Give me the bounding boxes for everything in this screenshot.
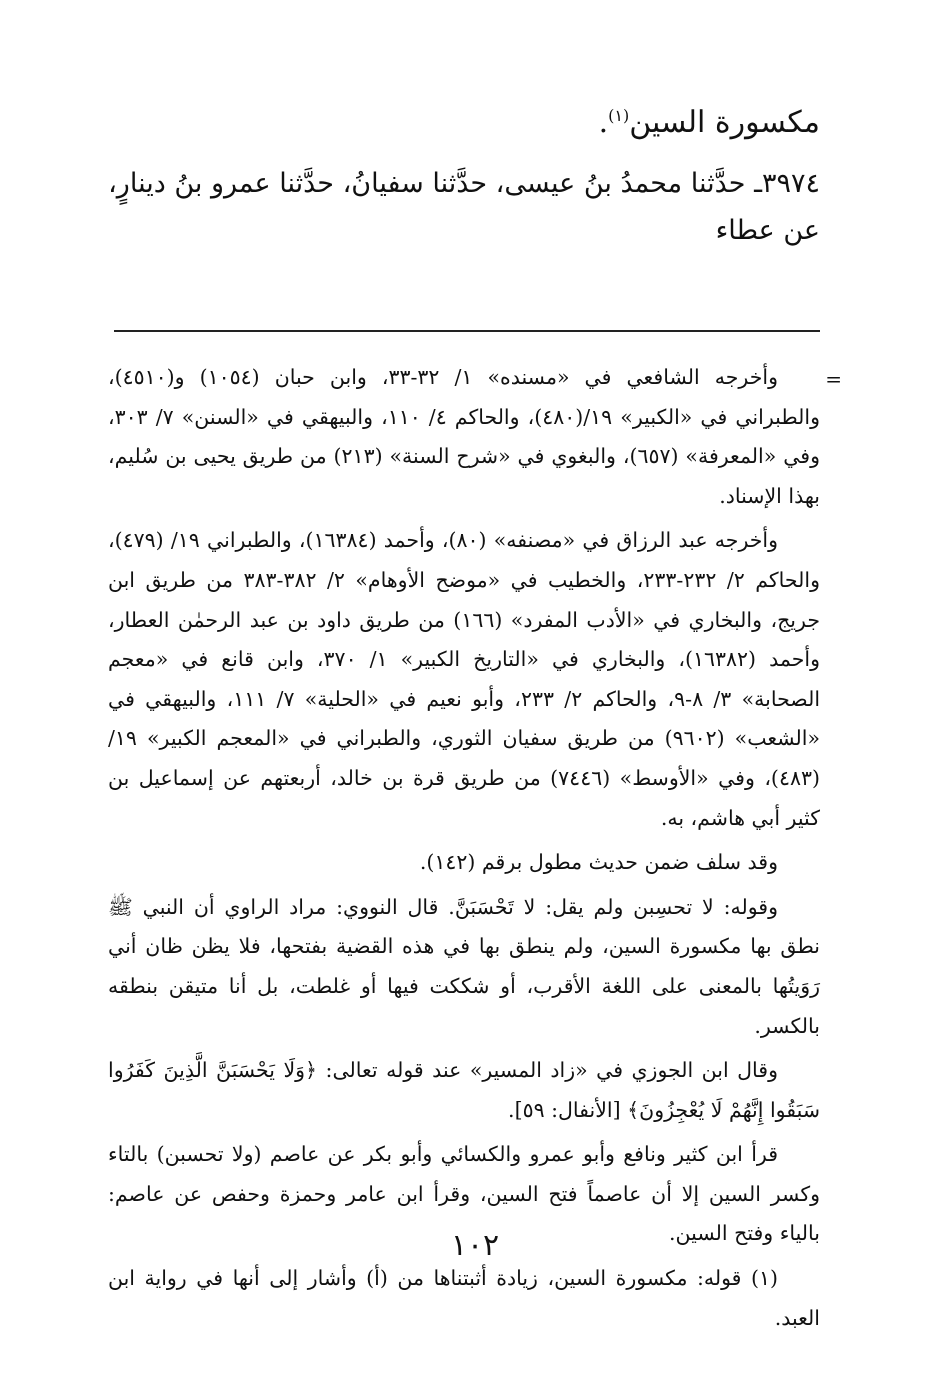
footnotes (108, 358, 842, 1343)
footnote-paragraph: وقال ابن الجوزي في «زاد المسير» عند قوله تعالى: ﴿وَلَا يَحْسَبَنَّ الَّذِينَ كَفَرُوا سَبَقُوا إِنَّهُمْ لَا يُعْجِزُونَ﴾ [الأنفال: ٥٩]. (108, 1058, 820, 1122)
hadith-isnad-end: عن عطاء (715, 215, 820, 246)
main-line-1-text: مكسورة السين (629, 105, 820, 140)
footnote-ref: (١) (608, 106, 630, 125)
footnote-paragraph: قرأ ابن كثير ونافع وأبو عمرو والكسائي وأبو بكر عن عاصم (ولا تحسبن) بالتاء وكسر السين إلا أن عاصماً فتح السين، وقرأ ابن عامر وحمزة وحفص عن عاصم: بالياء وفتح السين. (108, 1142, 820, 1246)
footnote-paragraph: وأخرجه عبد الرزاق في «مصنفه» (٨٠)، وأحمد (١٦٣٨٤)، والطبراني ١٩/ (٤٧٩)، والحاكم ٢/ ٢٣٢-٢٣٣، والخطيب في «موضح الأوهام» ٢/ ٣٨٢-٣٨٣ من طريق ابن جريج، والبخاري في «الأدب المفرد» (١٦٦) من طريق داود بن عبد الرحمٰن العطار، وأحمد (١٦٣٨٢)، والبخاري في «التاريخ الكبير» ١/ ٣٧٠، وابن قانع في «معجم الصحابة» ٣/ ٨-٩، والحاكم ٢/ ٢٣٣، وأبو نعيم في «الحلية» ٧/ ١١١، والبيهقي في «الشعب» (٩٦٠٢) من طريق سفيان الثوري، والطبراني في «المعجم الكبير» ١٩/ (٤٨٣)، وفي «الأوسط» (٧٤٤٦) من طريق قرة بن خالد، أربعتهم عن إسماعيل بن كثير أبي هاشم، به. (108, 528, 821, 830)
footnote-paragraph: وقوله: لا تحسِبن ولم يقل: لا تَحْسَبَنَّ. قال النووي: مراد الراوي أن النبي ﷺ نطق بها مكسورة السين، ولم ينطق بها في هذه القضية بفتحها، فلا يظن ظان أني رَوَيتُها بالمعنى على اللغة الأقرب، أو شككت فيها أو غلطت، بل أنا متيقن بنطقه بالكسر. (108, 894, 820, 1038)
main-text (108, 88, 820, 253)
main-line-1-end: . (598, 105, 609, 140)
footnote-paragraph: وقد سلف ضمن حديث مطول برقم (١٤٢). (419, 850, 778, 875)
main-line-1 (108, 88, 820, 151)
page-number: ١٠٢ (450, 1228, 500, 1263)
book-page (108, 88, 842, 1330)
continuation-mark: = (825, 367, 842, 391)
hadith-isnad: ٣٩٧٤ـ حدَّثنا محمدُ بنُ عيسى، حدَّثنا سفيانُ، حدَّثنا عمرو بنُ دينارٍ، (108, 168, 820, 199)
footnote-separator (114, 330, 820, 332)
footnote-paragraph: وأخرجه الشافعي في «مسنده» ١/ ٣٢-٣٣، وابن حبان (١٠٥٤) و(٤٥١٠)، والطبراني في «الكبير» ١٩/(٤٨٠)، والحاكم ٤/ ١١٠، والبيهقي في «السنن» ٧/ ٣٠٣، وفي «المعرفة» (٦٥٧)، والبغوي في «شرح السنة» (٢١٣) من طريق يحيى بن سُليم، بهذا الإسناد. (108, 365, 820, 508)
footnote-1: (١) قوله: مكسورة السين، زيادة أثبتناها من (أ) وأشار إلى أنها في رواية ابن العبد. (108, 1266, 820, 1330)
